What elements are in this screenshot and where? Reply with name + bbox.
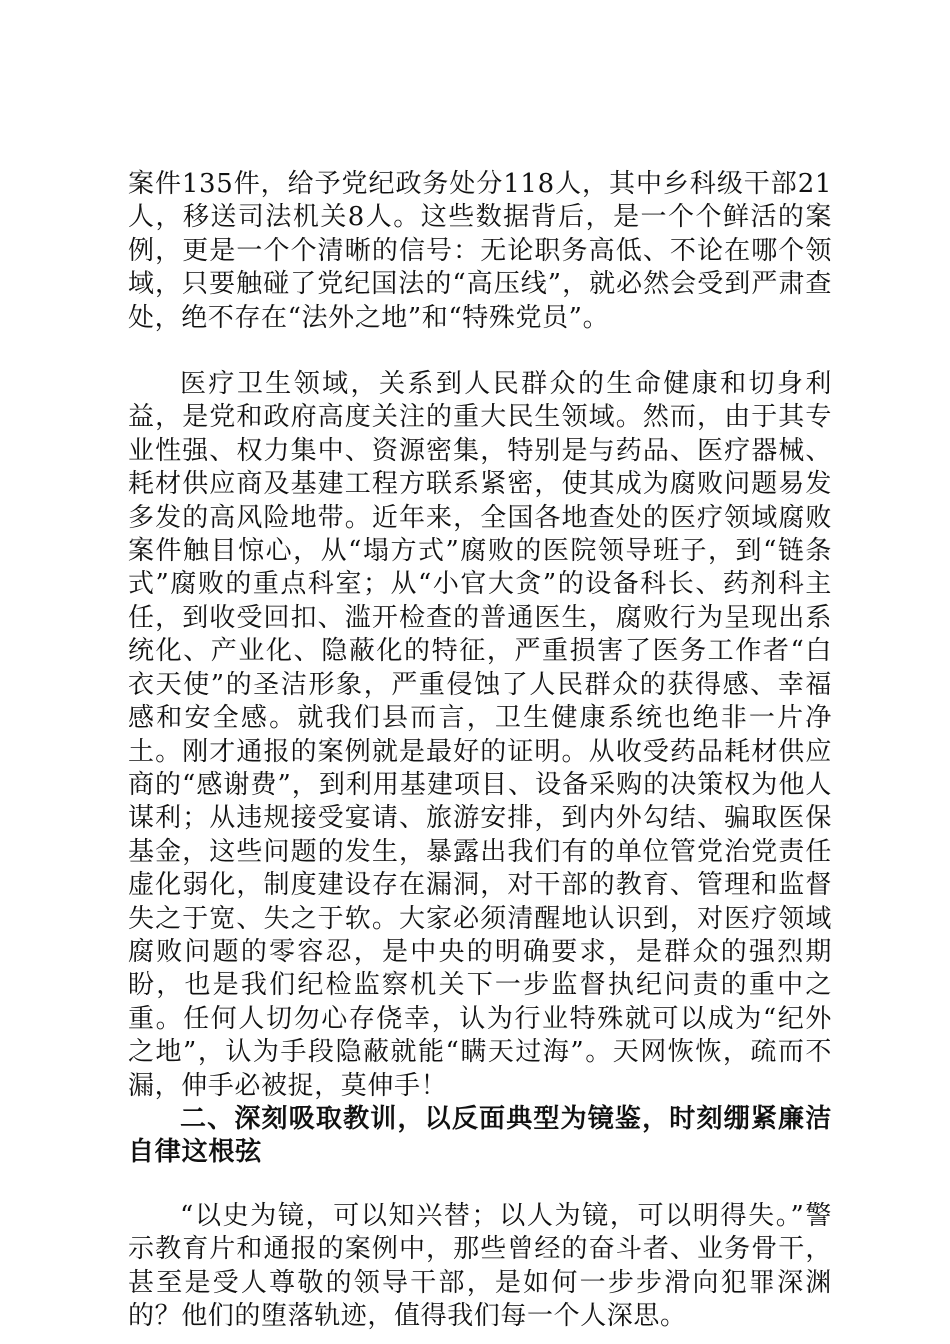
section-heading: 二、深刻吸取教训，以反面典型为镜鉴，时刻绷紧廉洁自律这根弦 bbox=[128, 1103, 832, 1168]
paragraph-lessons: “以史为镜，可以知兴替；以人为镜，可以明得失。”警示教育片和通报的案例中，那些曾经的奋斗者、业务骨干，甚至是受人尊敬的领导干部，是如何一步步滑向犯罪深渊的？他们的堕落轨迹，值得我们每一个人深思。 bbox=[128, 1200, 832, 1331]
document-page bbox=[128, 168, 832, 1333]
paragraph-case-statistics: 案件135件，给予党纪政务处分118人，其中乡科级干部21人，移送司法机关8人。这些数据背后，是一个个鲜活的案例，更是一个个清晰的信号：无论职务高低、不论在哪个领域，只要触碰了党纪国法的“高压线”，就必然会受到严肃查处，绝不存在“法外之地”和“特殊党员”。 bbox=[128, 169, 832, 333]
paragraph-medical-field: 医疗卫生领域，关系到人民群众的生命健康和切身利益，是党和政府高度关注的重大民生领域。然而，由于其专业性强、权力集中、资源密集，特别是与药品、医疗器械、耗材供应商及基建工程方联系紧密，使其成为腐败问题易发多发的高风险地带。近年来，全国各地查处的医疗领域腐败案件触目惊心，从“塌方式”腐败的医院领导班子，到“链条式”腐败的重点科室；从“小官大贪”的设备科长、药剂科主任，到收受回扣、滥开检查的普通医生，腐败行为呈现出系统化、产业化、隐蔽化的特征，严重损害了医务工作者“白衣天使”的圣洁形象，严重侵蚀了人民群众的获得感、幸福感和安全感。就我们县而言，卫生健康系统也绝非一片净土。刚才通报的案例就是最好的证明。从收受药品耗材供应商的“感谢费”，到利用基建项目、设备采购的决策权为他人谋利；从违规接受宴请、旅游安排，到内外勾结、骗取医保基金，这些问题的发生，暴露出我们有的单位管党治党责任虚化弱化，制度建设存在漏洞，对干部的教育、管理和监督失之于宽、失之于软。大家必须清醒地认识到，对医疗领域腐败问题的零容忍，是中央的明确要求，是群众的强烈期盼，也是我们纪检监察机关下一步监督执纪问责的重中之重。任何人切勿心存侥幸，认为行业特殊就可以成为“纪外之地”，认为手段隐蔽就能“瞒天过海”。天网恢恢，疏而不漏，伸手必被捉，莫伸手！ bbox=[128, 369, 832, 1101]
